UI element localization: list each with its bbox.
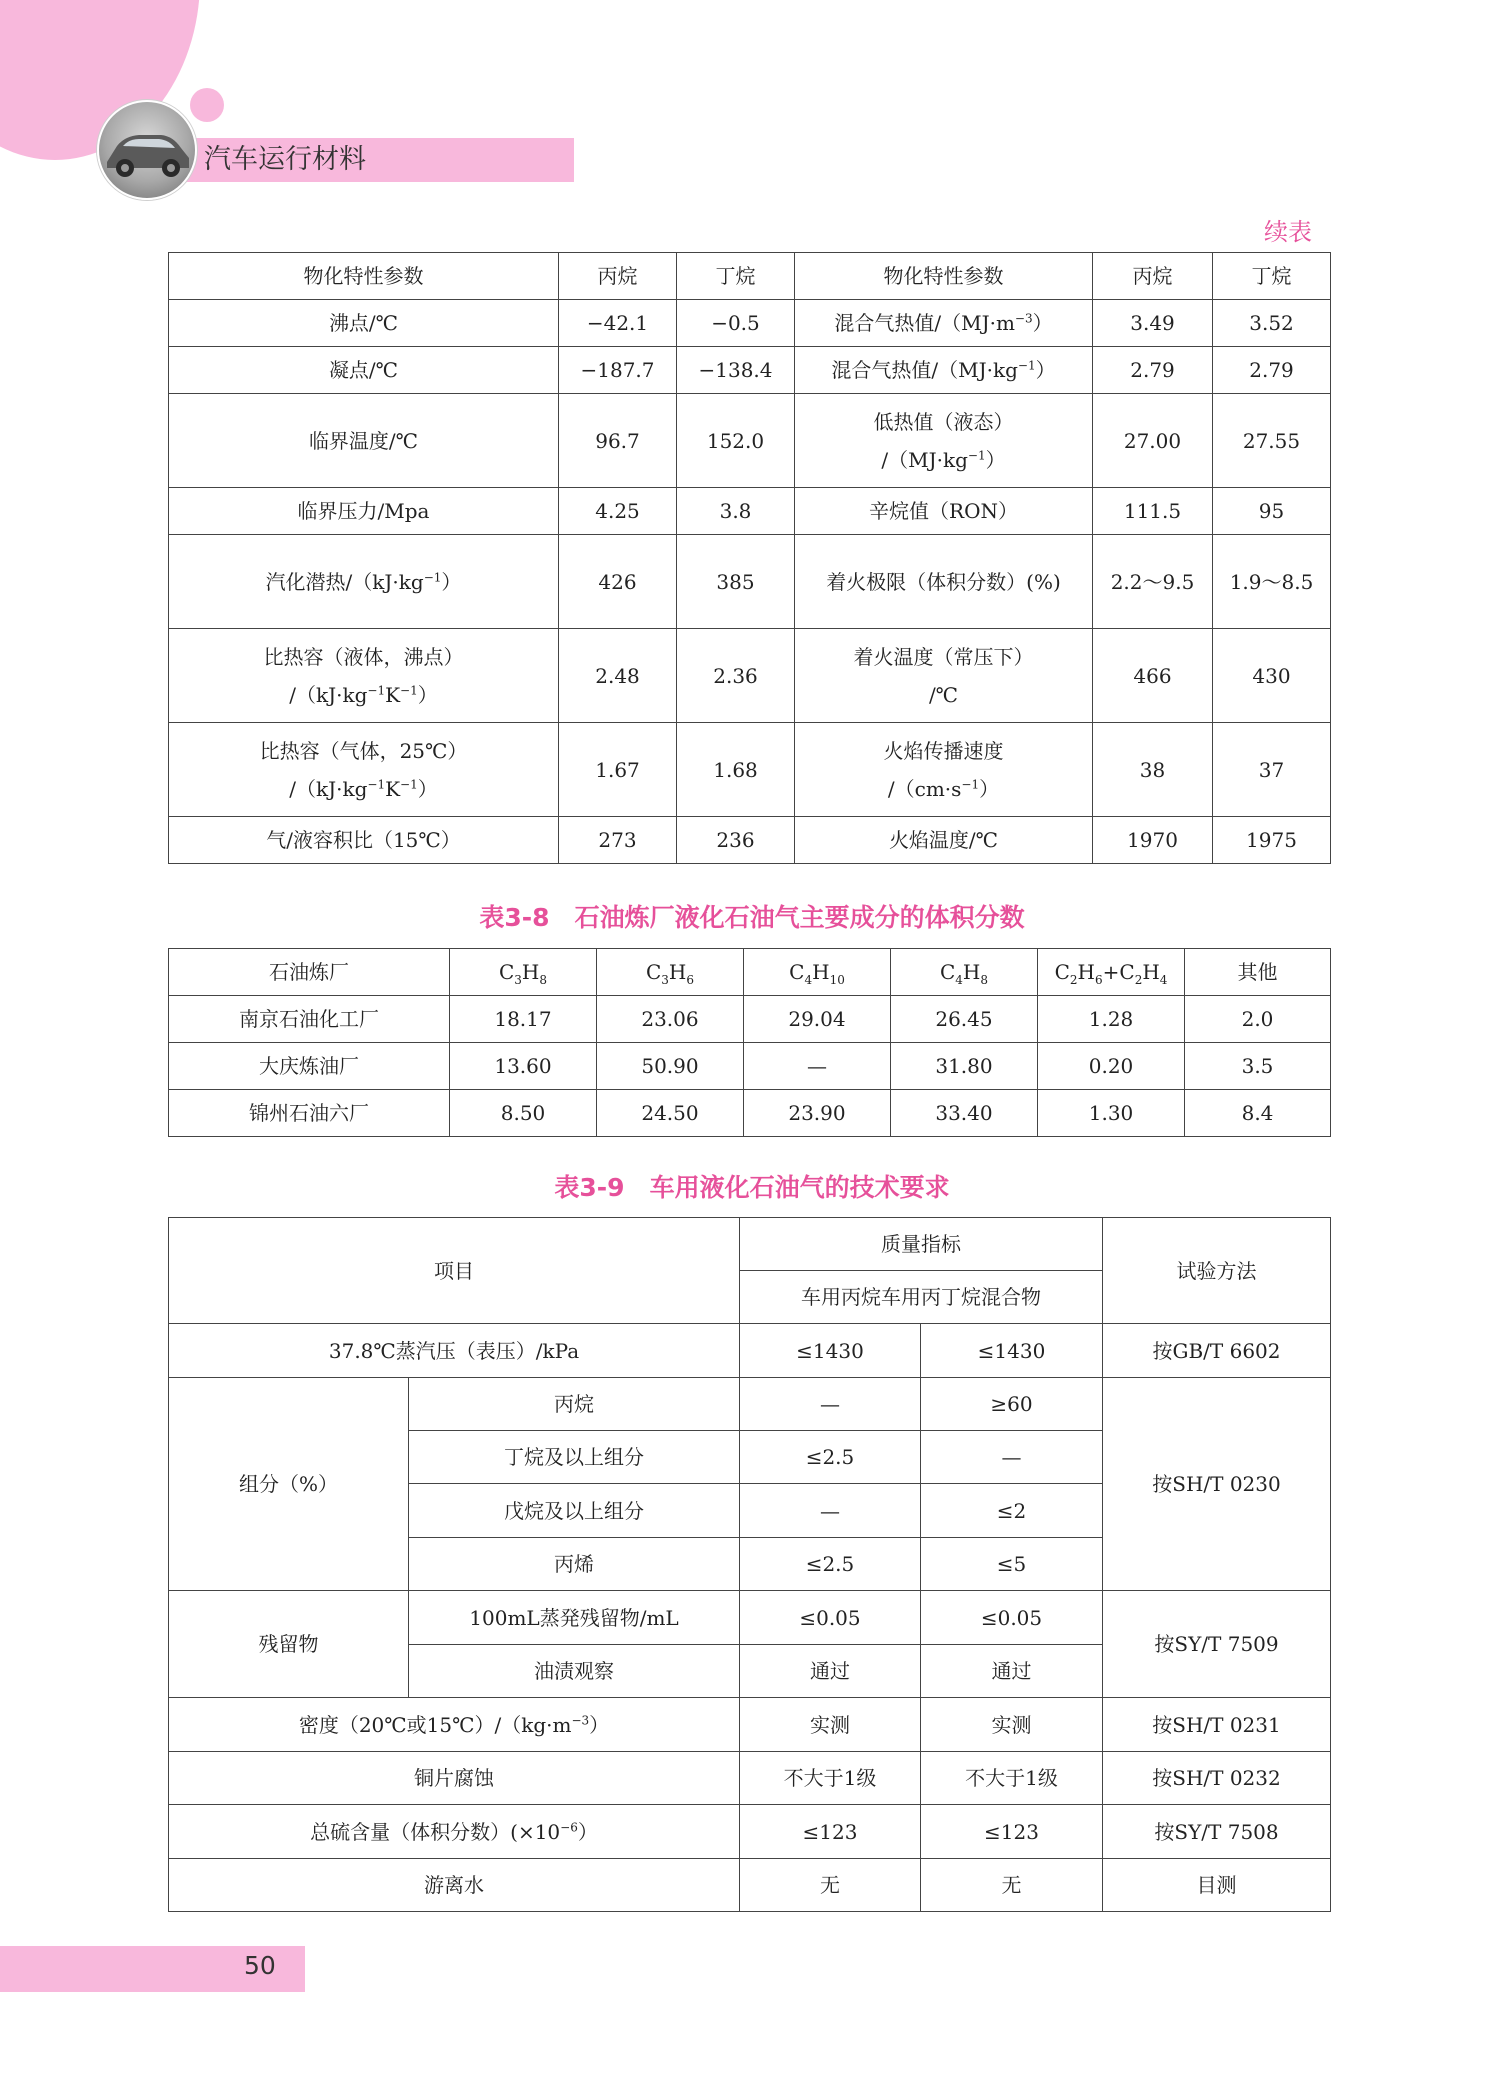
table-row bbox=[169, 1090, 1331, 1137]
group-label: 组分（%） bbox=[169, 1378, 409, 1591]
column-header: 石油炼厂 bbox=[169, 949, 450, 996]
item-label bbox=[169, 1805, 740, 1859]
formula-text: H bbox=[962, 960, 981, 984]
formula-text: H bbox=[1142, 960, 1160, 984]
column-header: 物化特性参数 bbox=[795, 253, 1093, 300]
plant-name: 大庆炼油厂 bbox=[169, 1043, 450, 1090]
propane-value: −42.1 bbox=[559, 300, 677, 347]
value-cell: — bbox=[740, 1484, 921, 1538]
label-text: ） bbox=[577, 1819, 598, 1844]
superscript: −1 bbox=[367, 682, 386, 697]
column-header-c2h6-c2h4 bbox=[1038, 949, 1185, 996]
param-text: K bbox=[385, 682, 401, 707]
table-row bbox=[169, 1805, 1331, 1859]
table-row bbox=[169, 1591, 1331, 1645]
plant-name: 锦州石油六厂 bbox=[169, 1090, 450, 1137]
value-cell: 24.50 bbox=[597, 1090, 744, 1137]
column-header: 丁烷 bbox=[677, 253, 795, 300]
value-cell: 23.06 bbox=[597, 996, 744, 1043]
value-cell: 3.5 bbox=[1185, 1043, 1331, 1090]
subscript: 3 bbox=[514, 973, 522, 987]
item-label: 100mL蒸発残留物/mL bbox=[409, 1591, 740, 1645]
param-cell bbox=[169, 723, 559, 817]
column-header-c3h6 bbox=[597, 949, 744, 996]
param-cell: 临界压力/Mpa bbox=[169, 488, 559, 535]
value-cell: ≤5 bbox=[921, 1538, 1103, 1591]
param-text: /（cm·s bbox=[887, 776, 962, 801]
table-row bbox=[169, 394, 1331, 488]
propane-value: 1970 bbox=[1093, 817, 1213, 864]
table-row bbox=[169, 629, 1331, 723]
superscript: −1 bbox=[367, 776, 386, 791]
param-cell: 沸点/℃ bbox=[169, 300, 559, 347]
lpg-requirements-table bbox=[168, 1217, 1331, 1912]
formula-text: C bbox=[789, 960, 805, 984]
column-header: 丙烷 bbox=[1093, 253, 1213, 300]
value-cell: 33.40 bbox=[891, 1090, 1038, 1137]
param-cell: 火焰温度/℃ bbox=[795, 817, 1093, 864]
item-label: 铜片腐蚀 bbox=[169, 1752, 740, 1805]
param-text: 比热容（液体，沸点） bbox=[263, 644, 464, 669]
superscript: −1 bbox=[400, 776, 418, 791]
param-cell bbox=[795, 300, 1093, 347]
formula-text: H bbox=[812, 960, 830, 984]
superscript: −1 bbox=[961, 776, 980, 791]
value-cell: 无 bbox=[921, 1859, 1103, 1912]
butane-value: 430 bbox=[1213, 629, 1331, 723]
param-cell: 凝点/℃ bbox=[169, 347, 559, 394]
subscript: 10 bbox=[829, 973, 845, 987]
propane-value: 466 bbox=[1093, 629, 1213, 723]
butane-value: 1.9～8.5 bbox=[1213, 535, 1331, 629]
item-label: 丙烯 bbox=[409, 1538, 740, 1591]
subscript: 3 bbox=[661, 973, 669, 987]
column-subheader: 车用丙烷车用丙丁烷混合物 bbox=[740, 1271, 1103, 1324]
param-text: 着火温度（常压下） bbox=[853, 644, 1034, 669]
param-text: K bbox=[385, 776, 401, 801]
propane-value: 1.67 bbox=[559, 723, 677, 817]
superscript: −6 bbox=[560, 1819, 578, 1834]
table-row bbox=[169, 535, 1331, 629]
superscript: −1 bbox=[423, 569, 442, 584]
param-text: ） bbox=[417, 776, 438, 801]
table-3-8-caption: 表3-8 石油炼厂液化石油气主要成分的体积分数 bbox=[479, 903, 1025, 932]
plant-name: 南京石油化工厂 bbox=[169, 996, 450, 1043]
propane-value: 4.25 bbox=[559, 488, 677, 535]
param-cell: 着火极限（体积分数）(%) bbox=[795, 535, 1093, 629]
method-cell: 按SY/T 7509 bbox=[1103, 1591, 1331, 1698]
column-header-c4h10 bbox=[744, 949, 891, 996]
table-row bbox=[169, 817, 1331, 864]
param-cell bbox=[795, 629, 1093, 723]
subscript: 2 bbox=[1134, 973, 1143, 987]
table-header-row bbox=[169, 949, 1331, 996]
value-cell: 不大于1级 bbox=[921, 1752, 1103, 1805]
column-header: 其他 bbox=[1185, 949, 1331, 996]
param-text: ） bbox=[979, 776, 1000, 801]
superscript: −3 bbox=[1014, 311, 1033, 326]
table-row bbox=[169, 1752, 1331, 1805]
param-text: 火焰传播速度 bbox=[883, 738, 1004, 763]
butane-value: −0.5 bbox=[677, 300, 795, 347]
param-cell bbox=[795, 347, 1093, 394]
propane-value: 2.79 bbox=[1093, 347, 1213, 394]
car-photo-icon bbox=[97, 100, 197, 200]
value-cell: 1.28 bbox=[1038, 996, 1185, 1043]
column-header-c4h8 bbox=[891, 949, 1038, 996]
superscript: −1 bbox=[1017, 358, 1036, 373]
subscript: 4 bbox=[1159, 973, 1168, 987]
subscript: 8 bbox=[539, 973, 548, 987]
lpg-composition-table bbox=[168, 948, 1331, 1137]
butane-value: 236 bbox=[677, 817, 795, 864]
item-label: 油渍观察 bbox=[409, 1645, 740, 1698]
param-text: ） bbox=[1032, 311, 1053, 335]
car-illustration bbox=[99, 102, 195, 198]
propane-value: 3.49 bbox=[1093, 300, 1213, 347]
butane-value: 27.55 bbox=[1213, 394, 1331, 488]
method-cell: 按SH/T 0231 bbox=[1103, 1698, 1331, 1752]
value-cell: 8.4 bbox=[1185, 1090, 1331, 1137]
value-cell: ≤2 bbox=[921, 1484, 1103, 1538]
method-cell: 按SH/T 0232 bbox=[1103, 1752, 1331, 1805]
column-header-item: 项目 bbox=[169, 1218, 740, 1324]
propane-value: 2.2～9.5 bbox=[1093, 535, 1213, 629]
label-text: ） bbox=[589, 1712, 610, 1737]
superscript: −3 bbox=[571, 1712, 590, 1727]
value-cell: 23.90 bbox=[744, 1090, 891, 1137]
table-row bbox=[169, 1859, 1331, 1912]
decorative-pink-dot bbox=[190, 88, 224, 122]
param-text: 汽化潜热/（kJ·kg bbox=[265, 569, 424, 594]
param-text: 低热值（液态） bbox=[873, 409, 1014, 434]
value-cell: 50.90 bbox=[597, 1043, 744, 1090]
method-cell: 按GB/T 6602 bbox=[1103, 1324, 1331, 1378]
value-cell: 0.20 bbox=[1038, 1043, 1185, 1090]
param-text: 混合气热值/（MJ·m bbox=[834, 311, 1015, 335]
label-text: 密度（20℃或15℃）/（kg·m bbox=[298, 1712, 572, 1737]
value-cell: ≤1430 bbox=[740, 1324, 921, 1378]
propane-value: 2.48 bbox=[559, 629, 677, 723]
value-cell: — bbox=[921, 1431, 1103, 1484]
butane-value: 2.36 bbox=[677, 629, 795, 723]
properties-table bbox=[168, 252, 1331, 864]
propane-value: 96.7 bbox=[559, 394, 677, 488]
value-cell: 1.30 bbox=[1038, 1090, 1185, 1137]
table-3-9-caption: 表3-9 车用液化石油气的技术要求 bbox=[554, 1173, 950, 1202]
formula-text: C bbox=[939, 960, 956, 984]
butane-value: 3.52 bbox=[1213, 300, 1331, 347]
param-text: /（kJ·kg bbox=[289, 682, 368, 707]
value-cell: ≤2.5 bbox=[740, 1431, 921, 1484]
value-cell: 31.80 bbox=[891, 1043, 1038, 1090]
param-cell bbox=[795, 394, 1093, 488]
value-cell: — bbox=[744, 1043, 891, 1090]
value-cell: 通过 bbox=[921, 1645, 1103, 1698]
formula-text: C bbox=[498, 960, 515, 984]
column-header: 物化特性参数 bbox=[169, 253, 559, 300]
param-text: /（kJ·kg bbox=[289, 776, 368, 801]
butane-value: 1.68 bbox=[677, 723, 795, 817]
subscript: 4 bbox=[955, 973, 963, 987]
method-cell: 按SH/T 0230 bbox=[1103, 1378, 1331, 1591]
group-label: 残留物 bbox=[169, 1591, 409, 1698]
item-label: 37.8℃蒸汽压（表压）/kPa bbox=[169, 1324, 740, 1378]
table-row bbox=[169, 300, 1331, 347]
column-header-c3h8 bbox=[450, 949, 597, 996]
item-label: 游离水 bbox=[169, 1859, 740, 1912]
column-header-method: 试验方法 bbox=[1103, 1218, 1331, 1324]
param-text: ） bbox=[985, 447, 1006, 472]
propane-value: 27.00 bbox=[1093, 394, 1213, 488]
formula-text: H bbox=[521, 960, 540, 984]
param-cell bbox=[169, 535, 559, 629]
subscript: 6 bbox=[1094, 973, 1103, 987]
butane-value: 37 bbox=[1213, 723, 1331, 817]
subscript: 8 bbox=[980, 973, 989, 987]
butane-value: 1975 bbox=[1213, 817, 1331, 864]
param-cell: 辛烷值（RON） bbox=[795, 488, 1093, 535]
butane-value: 385 bbox=[677, 535, 795, 629]
continued-label: 续表 bbox=[1264, 218, 1312, 246]
propane-value: 38 bbox=[1093, 723, 1213, 817]
value-cell: 2.0 bbox=[1185, 996, 1331, 1043]
book-title: 汽车运行材料 bbox=[204, 144, 366, 175]
table-row bbox=[169, 488, 1331, 535]
item-label bbox=[169, 1698, 740, 1752]
item-label: 丁烷及以上组分 bbox=[409, 1431, 740, 1484]
item-label: 戊烷及以上组分 bbox=[409, 1484, 740, 1538]
param-text: /（MJ·kg bbox=[881, 447, 968, 472]
method-cell: 目测 bbox=[1103, 1859, 1331, 1912]
value-cell: ≤123 bbox=[921, 1805, 1103, 1859]
subscript: 6 bbox=[686, 973, 695, 987]
value-cell: ≤2.5 bbox=[740, 1538, 921, 1591]
table-header-row bbox=[169, 253, 1331, 300]
param-text: ） bbox=[441, 569, 462, 594]
butane-value: 2.79 bbox=[1213, 347, 1331, 394]
value-cell: ≤1430 bbox=[921, 1324, 1103, 1378]
param-text: 混合气热值/（MJ·kg bbox=[831, 358, 1018, 382]
table-row bbox=[169, 996, 1331, 1043]
subscript: 2 bbox=[1069, 973, 1078, 987]
superscript: −1 bbox=[400, 682, 418, 697]
value-cell: 通过 bbox=[740, 1645, 921, 1698]
subscript: 4 bbox=[804, 973, 813, 987]
superscript: −1 bbox=[967, 447, 986, 462]
method-cell: 按SY/T 7508 bbox=[1103, 1805, 1331, 1859]
value-cell: — bbox=[740, 1378, 921, 1431]
table-row bbox=[169, 1378, 1331, 1431]
butane-value: 3.8 bbox=[677, 488, 795, 535]
formula-text: H bbox=[1077, 960, 1095, 984]
value-cell: ≤0.05 bbox=[740, 1591, 921, 1645]
value-cell: 实测 bbox=[921, 1698, 1103, 1752]
propane-value: 111.5 bbox=[1093, 488, 1213, 535]
param-cell bbox=[169, 629, 559, 723]
item-label: 丙烷 bbox=[409, 1378, 740, 1431]
formula-text: C bbox=[1054, 960, 1070, 984]
butane-value: 152.0 bbox=[677, 394, 795, 488]
param-cell: 气/液容积比（15℃） bbox=[169, 817, 559, 864]
formula-text: +C bbox=[1102, 960, 1135, 984]
value-cell: 26.45 bbox=[891, 996, 1038, 1043]
value-cell: 18.17 bbox=[450, 996, 597, 1043]
table-row bbox=[169, 1043, 1331, 1090]
param-text: ） bbox=[1035, 358, 1056, 382]
value-cell: 实测 bbox=[740, 1698, 921, 1752]
table-row bbox=[169, 1324, 1331, 1378]
value-cell: 8.50 bbox=[450, 1090, 597, 1137]
value-cell: 不大于1级 bbox=[740, 1752, 921, 1805]
value-cell: ≥60 bbox=[921, 1378, 1103, 1431]
table-header-row bbox=[169, 1218, 1331, 1271]
table-row bbox=[169, 1698, 1331, 1752]
param-cell bbox=[795, 723, 1093, 817]
column-header: 丙烷 bbox=[559, 253, 677, 300]
value-cell: 29.04 bbox=[744, 996, 891, 1043]
table-row bbox=[169, 347, 1331, 394]
label-text: 总硫含量（体积分数）(×10 bbox=[310, 1819, 561, 1844]
value-cell: 无 bbox=[740, 1859, 921, 1912]
propane-value: 426 bbox=[559, 535, 677, 629]
value-cell: ≤123 bbox=[740, 1805, 921, 1859]
column-header-quality: 质量指标 bbox=[740, 1218, 1103, 1271]
param-text: ） bbox=[417, 682, 438, 707]
column-header: 丁烷 bbox=[1213, 253, 1331, 300]
formula-text: H bbox=[668, 960, 687, 984]
table-row bbox=[169, 723, 1331, 817]
param-text: 比热容（气体，25℃） bbox=[259, 738, 468, 763]
propane-value: −187.7 bbox=[559, 347, 677, 394]
value-cell: 13.60 bbox=[450, 1043, 597, 1090]
formula-text: C bbox=[645, 960, 662, 984]
butane-value: −138.4 bbox=[677, 347, 795, 394]
butane-value: 95 bbox=[1213, 488, 1331, 535]
propane-value: 273 bbox=[559, 817, 677, 864]
param-text: /℃ bbox=[928, 682, 959, 707]
page-number: 50 bbox=[244, 1951, 276, 1980]
param-cell: 临界温度/℃ bbox=[169, 394, 559, 488]
value-cell: ≤0.05 bbox=[921, 1591, 1103, 1645]
